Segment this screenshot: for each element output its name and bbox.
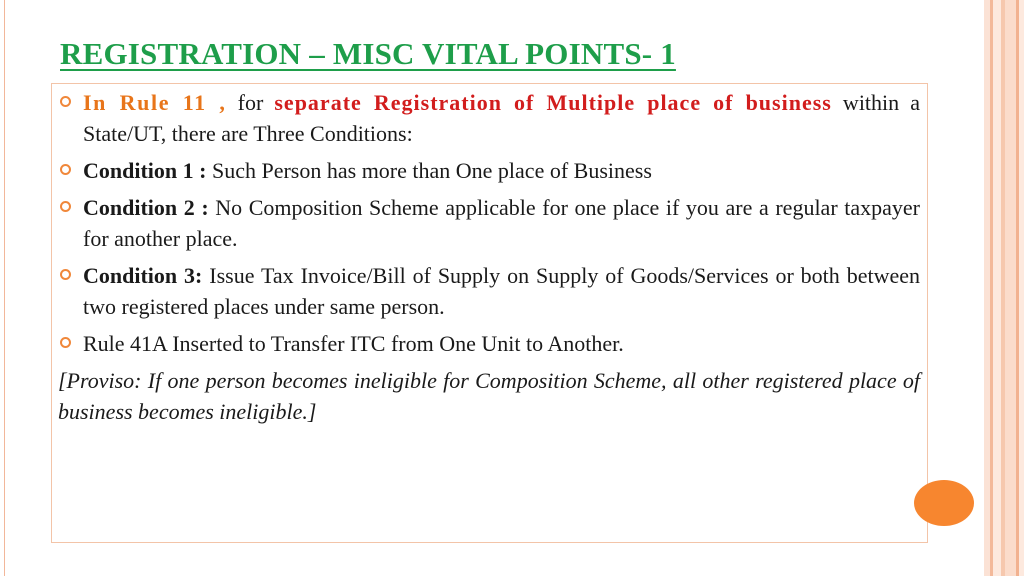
highlight-text: separate Registration of Multiple place of business — [274, 90, 832, 115]
bullet-circle-icon — [60, 201, 71, 212]
bullet-condition-2 — [58, 192, 920, 254]
bullet-condition-3 — [58, 260, 920, 322]
right-decorative-stripes — [984, 0, 1024, 576]
slide-nav-dot[interactable] — [914, 480, 974, 526]
condition-label: Condition 3: — [83, 263, 203, 288]
bullet-circle-icon — [60, 337, 71, 348]
bullet-circle-icon — [60, 96, 71, 107]
page-title: REGISTRATION – MISC VITAL POINTS- 1 — [60, 36, 676, 71]
condition-label: Condition 2 : — [83, 195, 209, 220]
bullet-rule-41a — [58, 328, 920, 359]
bullet-rule-11 — [58, 87, 920, 149]
bullet-list — [58, 87, 920, 427]
condition-text: No Composition Scheme applicable for one place if you are a regular taxpayer for another place. — [83, 195, 920, 251]
bullet-circle-icon — [60, 164, 71, 175]
rule-reference: In Rule 11 , — [83, 90, 227, 115]
left-edge-line — [4, 0, 5, 576]
condition-text: Such Person has more than One place of Business — [206, 158, 652, 183]
bullet-text: Rule 41A Inserted to Transfer ITC from One Unit to Another. — [83, 331, 624, 356]
connector-text: for — [226, 90, 275, 115]
condition-text: Issue Tax Invoice/Bill of Supply on Supply of Goods/Services or both between two registered places under same person. — [83, 263, 920, 319]
bullet-text: within a State/UT, there are Three Conditions: — [83, 90, 920, 146]
proviso-note: [Proviso: If one person becomes ineligible for Composition Scheme, all other registered place of business becomes ineligible.] — [58, 368, 920, 424]
bullet-circle-icon — [60, 269, 71, 280]
condition-label: Condition 1 : — [83, 158, 207, 183]
bullet-condition-1 — [58, 155, 920, 186]
